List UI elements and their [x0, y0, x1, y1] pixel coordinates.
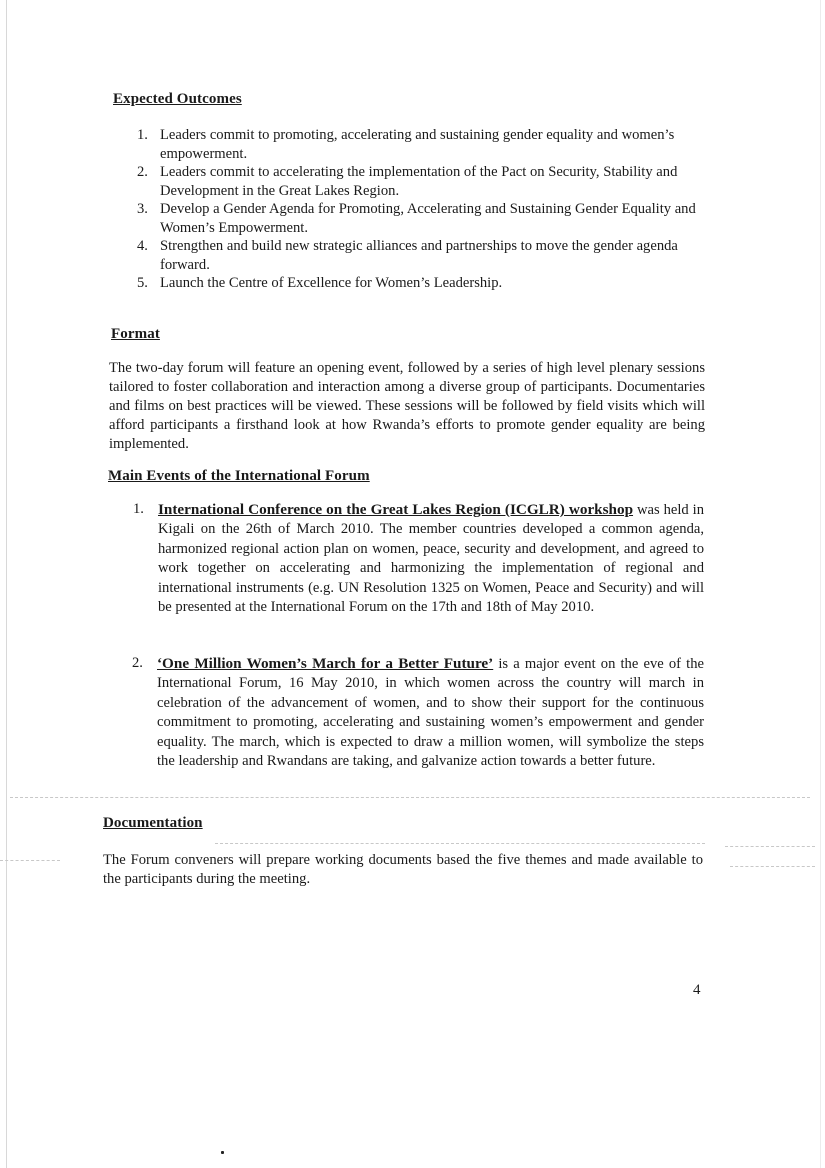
event-item-womens-march: 2. ‘One Million Women’s March for a Better Future’ is a major event on the eve of the International Forum, 16 May 2010, in which women across the country will march in celebration of the advancement of women, and to show their support for the continuous commitment to promoting, accelerating and sustaining women’s empowerment and gender equality. The march, which is expected to draw a million women, will symbolize the steps the leadership and Rwandans are taking, and galvanize action towards a better future.	[132, 655, 704, 770]
outcome-item: 3. Develop a Gender Agenda for Promoting, Accelerating and Sustaining Gender Equality and Women’s Empowerment.	[137, 201, 696, 236]
outcome-item: 4. Strengthen and build new strategic alliances and partnerships to move the gender agenda forward.	[137, 238, 678, 273]
event-item-icglr: 1. International Conference on the Great Lakes Region (ICGLR) workshop was held in Kigali on the 26th of March 2010. The member countries developed a common agenda, harmonized regional action plan on women, peace, security and development, and agreed to work together on accelerating and harmonizing the implementation of regional and international instruments (e.g. UN Resolution 1325 on Women, Peace and Security) and will be presented at the International Forum on the 17th and 18th of May 2010.	[133, 501, 704, 616]
expected-outcomes-list	[137, 126, 703, 293]
outcome-item: 1. Leaders commit to promoting, accelerating and sustaining gender equality and women’s empowerment.	[137, 127, 675, 162]
scan-artifact-line	[725, 846, 815, 848]
outcome-item: 2. Leaders commit to accelerating the implementation of the Pact on Security, Stability and Development in the Great Lakes Region.	[137, 164, 678, 199]
expected-outcomes-heading: Expected Outcomes	[113, 91, 242, 107]
outcome-item: 5. Launch the Centre of Excellence for Women’s Leadership.	[137, 275, 503, 291]
scan-artifact-line	[0, 860, 60, 862]
scan-margin-line	[6, 0, 7, 1168]
scan-margin-line-right	[820, 0, 821, 1168]
page-number: 4	[693, 982, 701, 998]
scan-speck	[221, 1151, 224, 1154]
format-heading: Format	[111, 326, 160, 342]
main-events-heading: Main Events of the International Forum	[108, 468, 370, 484]
scan-artifact-line	[730, 866, 815, 868]
format-paragraph: The two-day forum will feature an opening event, followed by a series of high level plenary sessions tailored to foster collaboration and interaction among a diverse group of participants. Documentaries and films on best practices will be viewed. These sessions will be followed by field visits which will afford participants a firsthand look at how Rwanda’s efforts to promote gender equality are being implemented.	[109, 360, 705, 452]
documentation-paragraph: The Forum conveners will prepare working documents based the five themes and made available to the participants during the meeting.	[103, 852, 703, 887]
documentation-heading: Documentation	[103, 815, 203, 831]
scan-artifact-line	[215, 843, 705, 845]
scan-artifact-line	[10, 797, 810, 799]
